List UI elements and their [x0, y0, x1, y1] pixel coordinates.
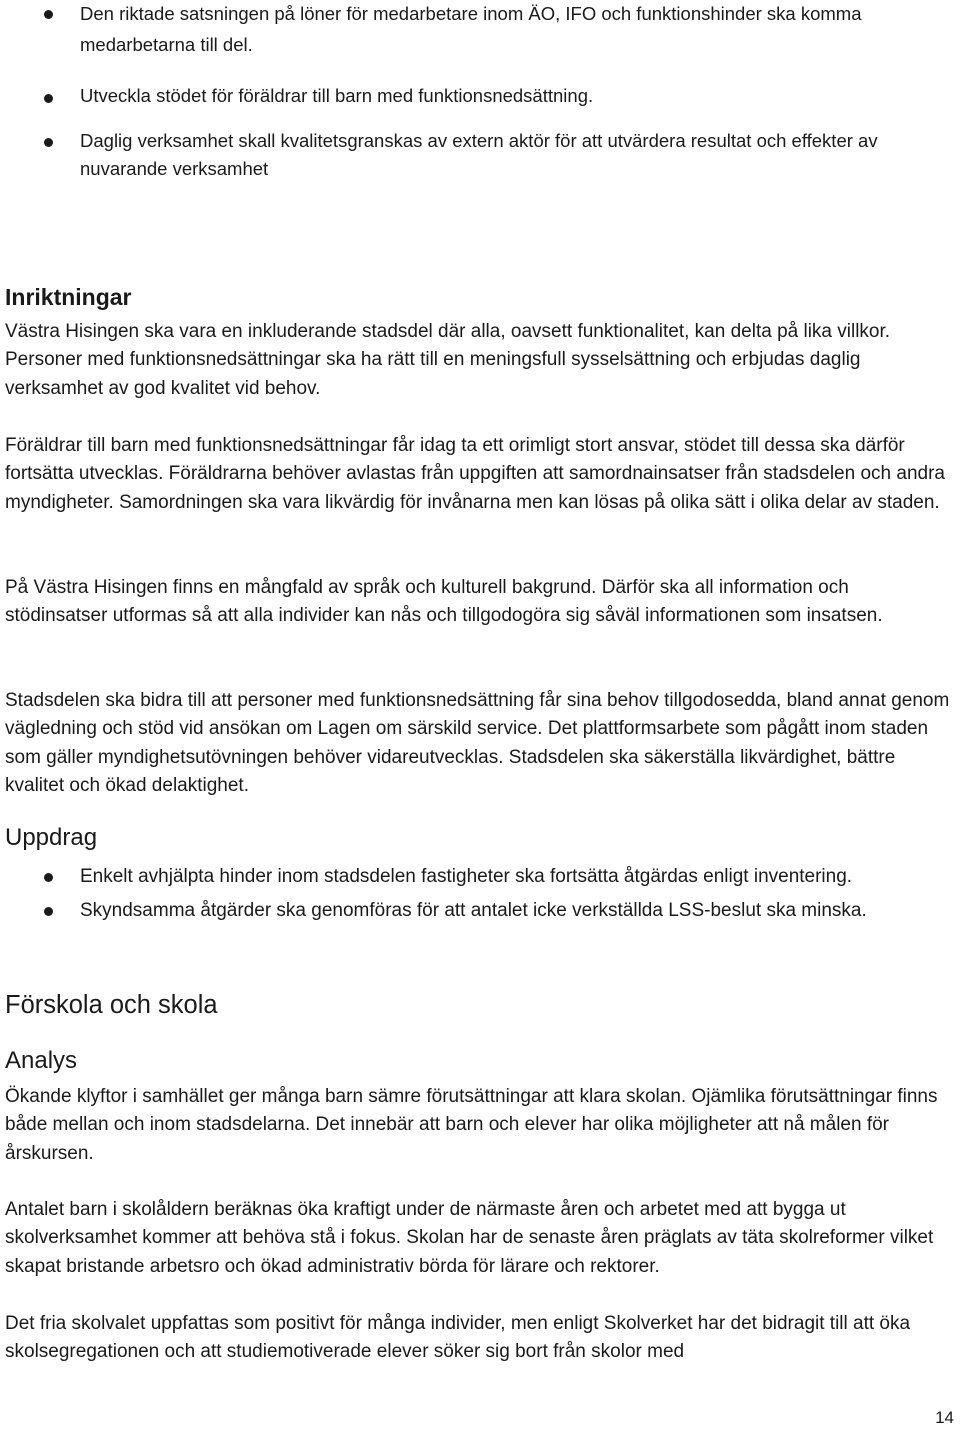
chapter-heading: Förskola och skola	[5, 991, 218, 1019]
bullet-dot	[44, 10, 53, 19]
bullet-text: Skyndsamma åtgärder ska genomföras för att antalet icke verkställda LSS-beslut ska minska.	[80, 900, 867, 921]
paragraph: Antalet barn i skolåldern beräknas öka kraftigt under de närmaste åren och arbetet med att bygga ut skolverksamhet kommer att behöva stå i fokus. Skolan har de senaste åren präglats av täta skolreformer vilket skapat bristande arbetsro och ökad administrativ börda för lärare och rektorer.	[5, 1199, 934, 1277]
paragraph: Föräldrar till barn med funktionsnedsättningar får idag ta ett orimligt stort ansvar, stödet till dessa ska därför fortsätta utvecklas. Föräldrarna behöver avlastas från uppgiften att samordnainsatser från stadsdelen och andra myndigheter. Samordningen ska vara likvärdig för invånarna men kan lösas på olika sätt i olika delar av staden.	[5, 435, 945, 513]
bullet-dot	[44, 907, 53, 916]
section-heading: Uppdrag	[5, 824, 98, 851]
bullet-dot	[44, 94, 53, 103]
paragraph: Det fria skolvalet uppfattas som positivt för många individer, men enligt Skolverket har det bidragit till att öka skolsegregationen och att studiemotiverade elever söker sig bort från skolor med	[5, 1313, 911, 1363]
bullet-dot	[44, 138, 53, 147]
bullet-text: Enkelt avhjälpta hinder inom stadsdelen fastigheter ska fortsätta åtgärdas enligt inventering.	[80, 866, 853, 887]
paragraph: Ökande klyftor i samhället ger många barn sämre förutsättningar att klara skolan. Ojämlika förutsättningar finns både mellan och inom stadsdelarna. Det innebär att barn och elever har olika möjligheter att nå målen för årskursen.	[5, 1086, 938, 1164]
page-number: 14	[935, 1408, 954, 1427]
section-heading: Inriktningar	[5, 284, 132, 310]
paragraph: På Västra Hisingen finns en mångfald av språk och kulturell bakgrund. Därför ska all information och stödinsatser utformas så att alla individer kan nås och tillgodogöra sig såväl informationen som insatsen.	[5, 577, 883, 627]
bullet-dot	[44, 873, 53, 882]
bullet-text: Daglig verksamhet skall kvalitetsgranskas av extern aktör för att utvärdera resultat och effekter av nuvarande verksamhet	[80, 130, 878, 180]
paragraph: Västra Hisingen ska vara en inkluderande stadsdel där alla, oavsett funktionalitet, kan delta på lika villkor. Personer med funktionsnedsättningar ska ha rätt till en meningsfull sysselsättning och erbjudas daglig verksamhet av god kvalitet vid behov.	[5, 321, 891, 399]
bullet-text: Utveckla stödet för föräldrar till barn med funktionsnedsättning.	[80, 85, 594, 106]
paragraph: Stadsdelen ska bidra till att personer med funktionsnedsättning får sina behov tillgodosedda, bland annat genom vägledning och stöd vid ansökan om Lagen om särskild service. Det plattformsarbete som pågått inom staden som gäller myndighetsutövningen behöver vidareutvecklas. Stadsdelen ska säkerställa likvärdighet, bättre kvalitet och ökad delaktighet.	[5, 690, 950, 797]
section-heading: Analys	[5, 1047, 78, 1074]
bullet-text: Den riktade satsningen på löner för medarbetare inom ÄO, IFO och funktionshinder ska komma medarbetarna till del.	[80, 3, 862, 55]
